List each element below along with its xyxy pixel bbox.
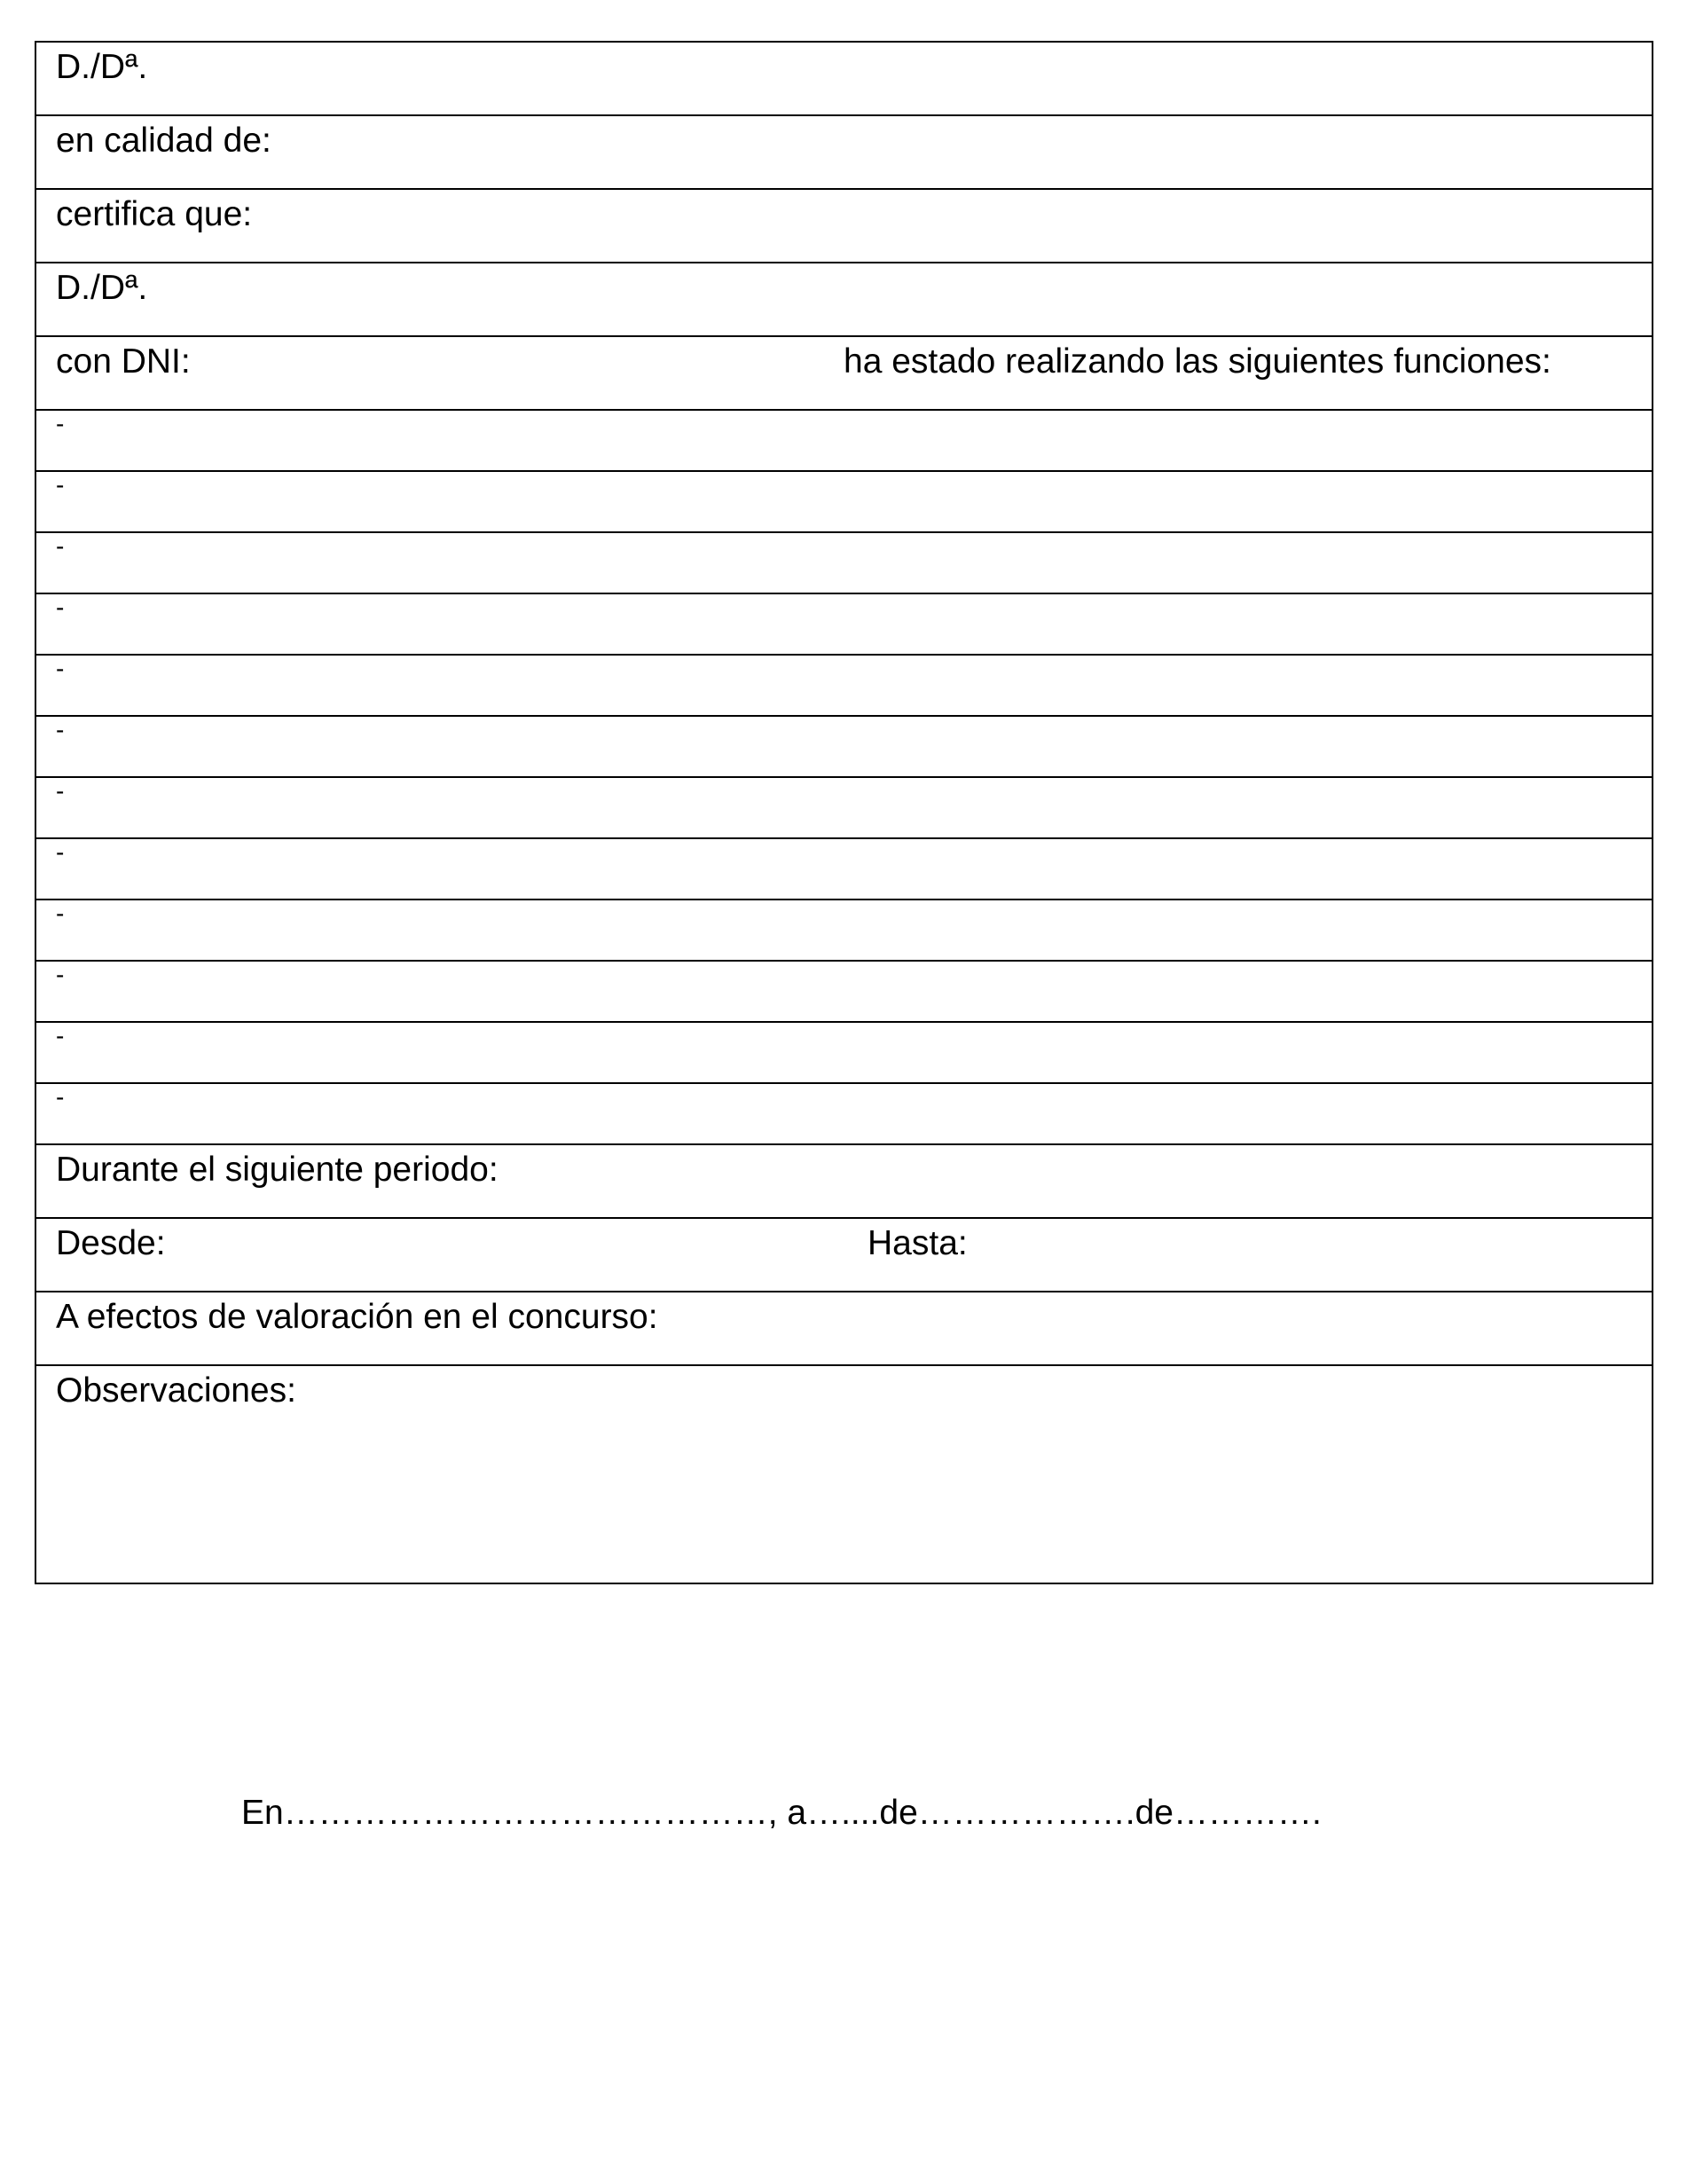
function-item-row[interactable]	[36, 1023, 1652, 1084]
name-label-1: D./Dª.	[56, 48, 148, 86]
purpose-row[interactable]	[36, 1292, 1652, 1366]
function-item-row[interactable]	[36, 778, 1652, 839]
function-item-row[interactable]	[36, 472, 1652, 533]
function-item-dash: -	[56, 593, 65, 621]
certificate-form	[35, 41, 1653, 1584]
dni-label: con DNI:	[56, 342, 191, 381]
function-item-row[interactable]	[36, 656, 1652, 717]
function-item-dash: -	[56, 410, 65, 437]
function-item-dash: -	[56, 716, 65, 743]
capacity-row[interactable]	[36, 116, 1652, 190]
certifies-row[interactable]	[36, 190, 1652, 263]
function-item-dash: -	[56, 471, 65, 499]
function-item-dash: -	[56, 777, 65, 805]
date-range-row[interactable]	[36, 1219, 1652, 1292]
function-item-dash: -	[56, 532, 65, 560]
name-label-2: D./Dª.	[56, 269, 148, 307]
place-date-line: En……………………………………, a…....de……………….de………….	[241, 1794, 1322, 1832]
function-item-row[interactable]	[36, 717, 1652, 778]
function-item-row[interactable]	[36, 533, 1652, 594]
function-item-row[interactable]	[36, 962, 1652, 1023]
name-row-1[interactable]	[36, 43, 1652, 116]
to-label: Hasta:	[868, 1224, 968, 1262]
name-row-2[interactable]	[36, 263, 1652, 337]
function-item-dash: -	[56, 961, 65, 988]
function-item-dash: -	[56, 900, 65, 927]
function-item-dash: -	[56, 1022, 65, 1049]
certifies-label: certifica que:	[56, 195, 253, 233]
function-item-row[interactable]	[36, 839, 1652, 900]
period-label: Durante el siguiente periodo:	[56, 1151, 499, 1189]
dni-row[interactable]	[36, 337, 1652, 411]
function-item-row[interactable]	[36, 411, 1652, 472]
function-item-row[interactable]	[36, 1084, 1652, 1145]
functions-label: ha estado realizando las siguientes funciones:	[844, 342, 1551, 381]
function-item-row[interactable]	[36, 594, 1652, 656]
function-item-dash: -	[56, 838, 65, 866]
purpose-label: A efectos de valoración en el concurso:	[56, 1298, 658, 1336]
capacity-label: en calidad de:	[56, 122, 271, 160]
function-item-row[interactable]	[36, 900, 1652, 962]
observations-row[interactable]	[36, 1366, 1652, 1583]
observations-label: Observaciones:	[56, 1371, 296, 1410]
function-item-dash: -	[56, 1083, 65, 1111]
period-row[interactable]	[36, 1145, 1652, 1219]
from-label: Desde:	[56, 1224, 166, 1262]
function-item-dash: -	[56, 655, 65, 682]
